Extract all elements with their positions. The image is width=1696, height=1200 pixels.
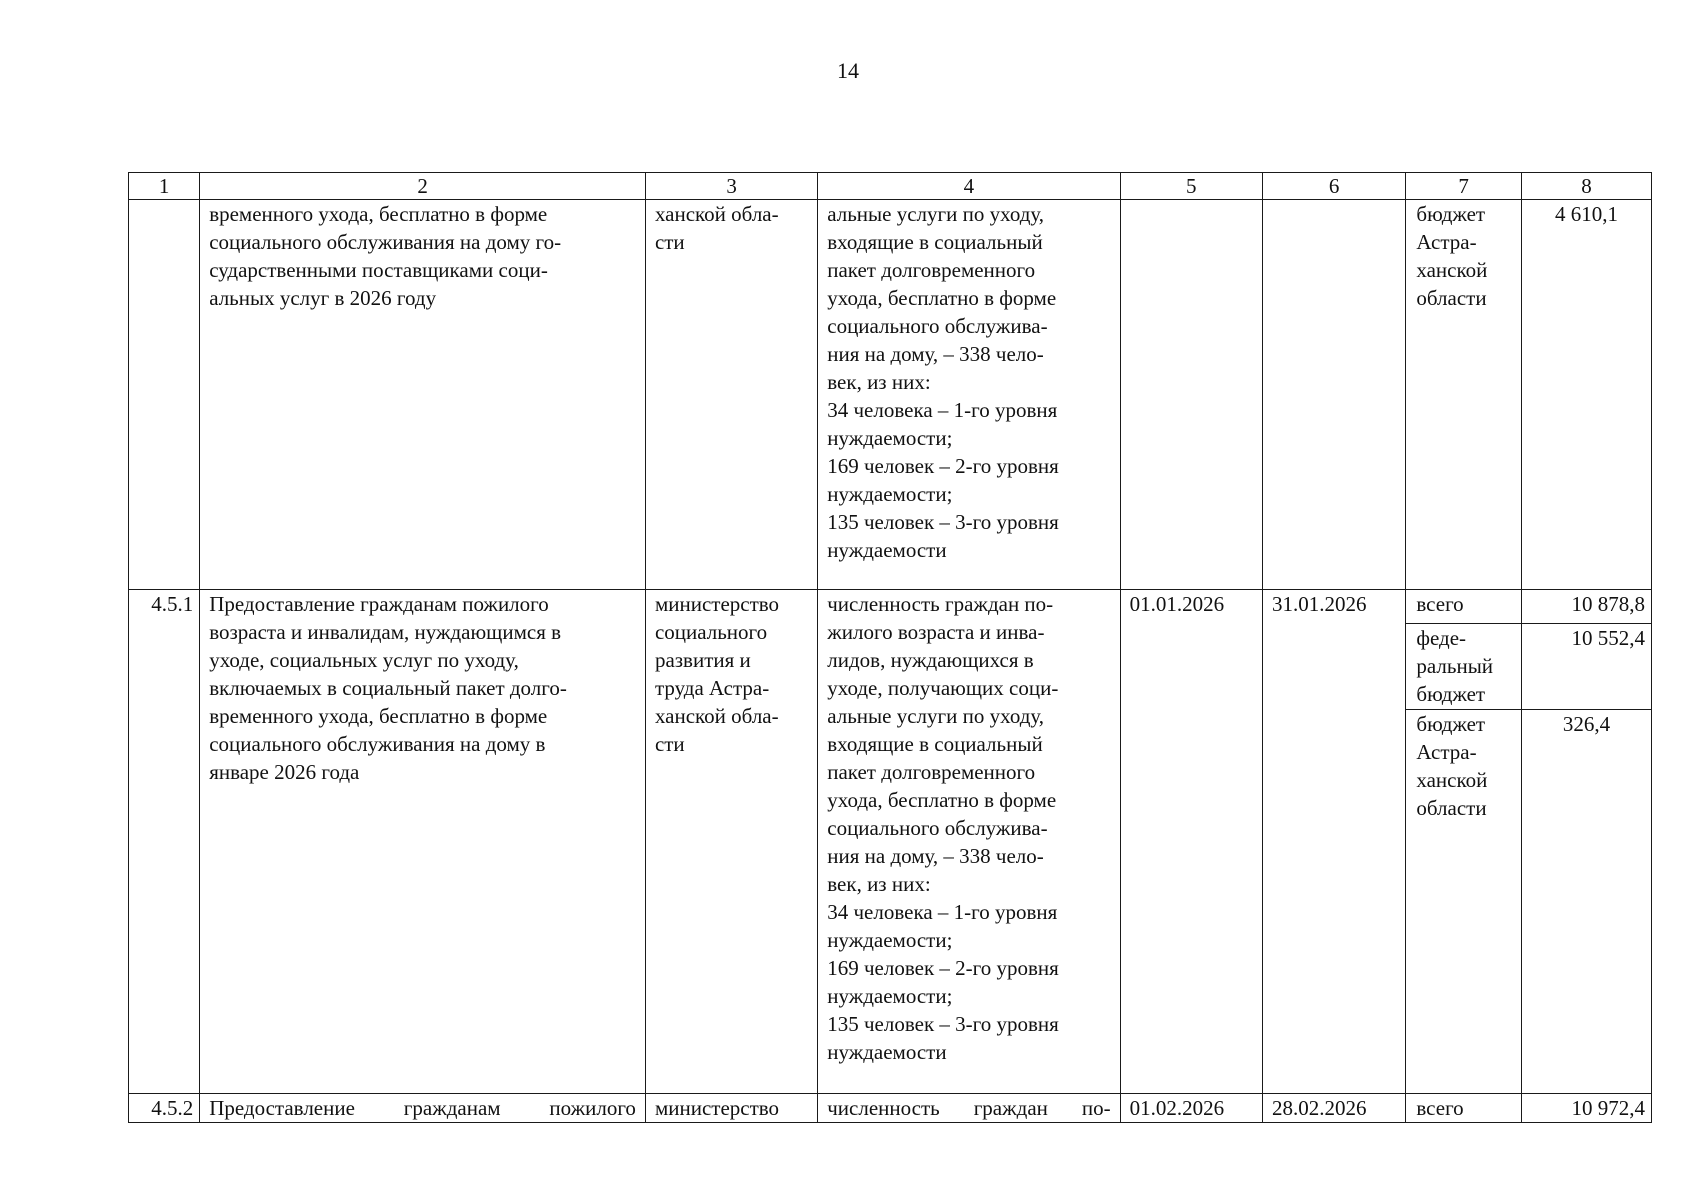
executor-cell: министерство (645, 1094, 817, 1123)
start-date-cell (1120, 200, 1262, 590)
indicator-cell: альные услуги по уходу, входящие в социальный пакет долговременного ухода, бесплатно в форме социального обслужива- ния на дому, – 338 чело- век, из них: 34 человека – 1-го уровня нуждаемости; 169 человек – 2-го уровня нуждаемости; 135 человек – 3-го уровня нуждаемости (818, 200, 1120, 590)
row-number-cell: 4.5.1 (129, 590, 200, 1094)
funding-amount-cell: 10 972,4 (1521, 1094, 1651, 1123)
end-date-cell: 31.01.2026 (1262, 590, 1405, 1094)
column-number-header: 7 (1406, 173, 1522, 200)
funding-source-cell: всего (1406, 1094, 1522, 1123)
activity-description-cell: временного ухода, бесплатно в форме социального обслуживания на дому го- сударственными поставщиками соци- альных услуг в 2026 году (200, 200, 646, 590)
column-number-header: 2 (200, 173, 646, 200)
column-number-header: 8 (1521, 173, 1651, 200)
funding-amount-cell: 10 552,4 (1521, 624, 1651, 710)
start-date-cell: 01.01.2026 (1120, 590, 1262, 1094)
column-number-header: 5 (1120, 173, 1262, 200)
start-date-cell: 01.02.2026 (1120, 1094, 1262, 1123)
table-row (129, 1094, 1652, 1123)
funding-source-cell: бюджет Астра- ханской области (1406, 710, 1522, 1094)
column-number-header: 1 (129, 173, 200, 200)
funding-source-cell: всего (1406, 590, 1522, 624)
end-date-cell: 28.02.2026 (1262, 1094, 1405, 1123)
column-number-row (129, 173, 1652, 200)
end-date-cell (1262, 200, 1405, 590)
column-number-header: 3 (645, 173, 817, 200)
funding-source-cell: бюджет Астра- ханской области (1406, 200, 1522, 590)
activity-description-cell: Предоставление гражданам пожилого (200, 1094, 646, 1123)
page-number: 14 (837, 58, 859, 83)
table-row (129, 590, 1652, 624)
column-number-header: 6 (1262, 173, 1405, 200)
row-number-cell (129, 200, 200, 590)
funding-source-cell: феде- ральный бюджет (1406, 624, 1522, 710)
executor-cell: министерство социального развития и труда Астра- ханской обла- сти (645, 590, 817, 1094)
indicator-cell: численность граждан по- (818, 1094, 1120, 1123)
table-row (129, 200, 1652, 590)
funding-amount-cell: 4 610,1 (1521, 200, 1651, 590)
indicator-cell: численность граждан по- жилого возраста и инва- лидов, нуждающихся в уходе, получающих соци- альные услуги по уходу, входящие в социальный пакет долговременного ухода, бесплатно в форме социального обслужива- ния на дому, – 338 чело- век, из них: 34 человека – 1-го уровня нуждаемости; 169 человек – 2-го уровня нуждаемости; 135 человек – 3-го уровня нуждаемости (818, 590, 1120, 1094)
activity-description-cell: Предоставление гражданам пожилого возраста и инвалидам, нуждающимся в уходе, социальных услуг по уходу, включаемых в социальный пакет долго- временного ухода, бесплатно в форме социального обслуживания на дому в январе 2026 года (200, 590, 646, 1094)
executor-cell: ханской обла- сти (645, 200, 817, 590)
row-number-cell: 4.5.2 (129, 1094, 200, 1123)
funding-amount-cell: 326,4 (1521, 710, 1651, 1094)
column-number-header: 4 (818, 173, 1120, 200)
funding-amount-cell: 10 878,8 (1521, 590, 1651, 624)
activity-table (128, 172, 1652, 1123)
